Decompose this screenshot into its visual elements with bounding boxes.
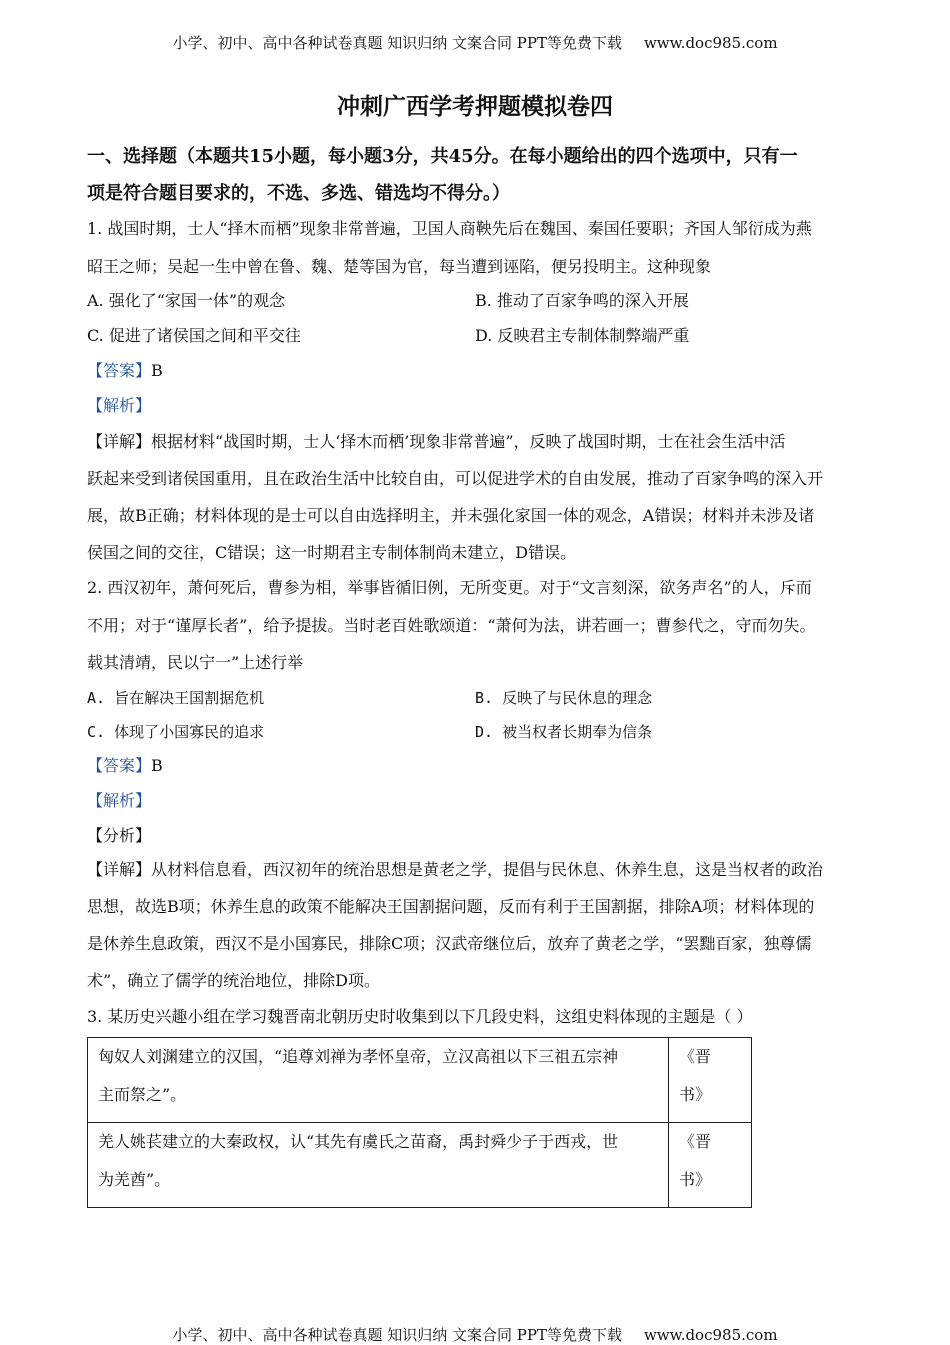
source-text-line: 主而祭之”。 <box>98 1085 187 1104</box>
source-text-cell <box>88 1123 669 1208</box>
source-text-line: 羌人姚苌建立的大秦政权，认“其先有虞氏之苗裔，禹封舜少子于西戎，世 <box>98 1132 619 1151</box>
q1-detail-line1 <box>87 432 786 452</box>
q2-stem-line2: 不用；对于“谨厚长者”，给予提拔。当时老百姓歌颂道：“萧何为法，讲若画一；曹参代之，守而勿失。 <box>87 616 816 635</box>
q2-option-a: A. 旨在解决王国割据危机 <box>87 689 265 707</box>
source-citation-cell <box>669 1038 752 1123</box>
q2-option-b: B. 反映了与民休息的理念 <box>475 689 653 707</box>
q2-detail-line2: 思想，故选B项；休养生息的政策不能解决王国割据问题，反而有利于王国割据，排除A项；材料体现的 <box>87 897 815 916</box>
header-site[interactable]: www.doc985.com <box>643 34 778 52</box>
section-heading-line1: 一、选择题（本题共15小题，每小题3分，共45分。在每小题给出的四个选项中，只有一 <box>87 146 798 167</box>
q2-option-c: C. 体现了小国寡民的追求 <box>87 723 265 741</box>
footer-site[interactable]: www.doc985.com <box>643 1326 778 1344</box>
q2-stem-line3: 载其清靖，民以宁一”上述行举 <box>87 653 304 672</box>
q2-fenxi-label: 【分析】 <box>87 826 152 845</box>
answer-value: B <box>151 361 163 380</box>
q1-option-c: C. 促进了诸侯国之间和平交往 <box>87 326 301 345</box>
citation-line: 《晋 <box>679 1132 712 1151</box>
citation-line: 书》 <box>679 1170 712 1189</box>
page-footer <box>0 1324 950 1345</box>
q1-detail-line4: 侯国之间的交往，C错误；这一时期君主专制体制尚未建立，D错误。 <box>87 543 577 562</box>
citation-line: 《晋 <box>679 1047 712 1066</box>
q2-detail-line3: 是休养生息政策，西汉不是小国寡民，排除C项；汉武帝继位后，放弃了黄老之学，“罢黜百家，独尊儒 <box>87 934 812 953</box>
answer-label: 【答案】 <box>87 361 152 380</box>
source-text-line: 匈奴人刘渊建立的汉国，“追尊刘禅为孝怀皇帝，立汉高祖以下三祖五宗神 <box>98 1047 619 1066</box>
q1-answer <box>87 361 163 381</box>
footer-text: 小学、初中、高中各种试卷真题 知识归纳 文案合同 PPT等免费下载 <box>172 1326 622 1344</box>
q1-stem-line2: 昭王之师；吴起一生中曾在鲁、魏、楚等国为官，每当遭到诬陷，便另投明主。这种现象 <box>87 257 712 276</box>
q2-analysis-label: 【解析】 <box>87 791 152 810</box>
q2-detail-line4: 术”，确立了儒学的统治地位，排除D项。 <box>87 971 381 990</box>
q2-answer <box>87 756 163 776</box>
source-text-line: 为羌酋”。 <box>98 1170 171 1189</box>
header-text: 小学、初中、高中各种试卷真题 知识归纳 文案合同 PPT等免费下载 <box>172 34 622 52</box>
q1-analysis-label: 【解析】 <box>87 396 152 415</box>
source-text-cell <box>88 1038 669 1123</box>
q1-option-b: B. 推动了百家争鸣的深入开展 <box>475 291 689 310</box>
q1-detail-line3: 展，故B正确；材料体现的是士可以自由选择明主，并未强化家国一体的观念，A错误；材料并未涉及诸 <box>87 506 815 525</box>
q1-option-a: A. 强化了“家国一体”的观念 <box>87 291 286 310</box>
page-title: 冲刺广西学考押题模拟卷四 <box>337 93 613 120</box>
table-row <box>88 1038 752 1123</box>
detail-label: 【详解】 <box>87 860 152 879</box>
q2-stem-line1: 2. 西汉初年，萧何死后，曹参为相，举事皆循旧例，无所变更。对于“文言刻深，欲务声名”的人，斥而 <box>87 578 812 597</box>
table-row <box>88 1123 752 1208</box>
detail-label: 【详解】 <box>87 432 152 451</box>
q2-detail-line1 <box>87 860 823 880</box>
detail-text: 根据材料“战国时期，士人‘择木而栖’现象非常普遍”，反映了战国时期，士在社会生活中活 <box>151 432 786 451</box>
answer-label: 【答案】 <box>87 756 152 775</box>
answer-value: B <box>151 756 163 775</box>
q1-detail-line2: 跃起来受到诸侯国重用，且在政治生活中比较自由，可以促进学术的自由发展，推动了百家争鸣的深入开 <box>87 469 824 488</box>
detail-text: 从材料信息看，西汉初年的统治思想是黄老之学，提倡与民休息、休养生息，这是当权者的政治 <box>151 860 824 879</box>
citation-line: 书》 <box>679 1085 712 1104</box>
q3-stem: 3. 某历史兴趣小组在学习魏晋南北朝历史时收集到以下几段史料，这组史料体现的主题是（ ） <box>87 1007 753 1026</box>
page-header <box>0 32 950 53</box>
source-citation-cell <box>669 1123 752 1208</box>
section-heading-line2: 项是符合题目要求的，不选、多选、错选均不得分。） <box>87 183 510 204</box>
q2-option-d: D. 被当权者长期奉为信条 <box>475 723 653 741</box>
q1-option-d: D. 反映君主专制体制弊端严重 <box>475 326 690 345</box>
q3-source-table <box>87 1037 752 1208</box>
q1-stem-line1: 1. 战国时期，士人“择木而栖”现象非常普遍，卫国人商鞅先后在魏国、秦国任要职；齐国人邹衍成为燕 <box>87 219 812 238</box>
